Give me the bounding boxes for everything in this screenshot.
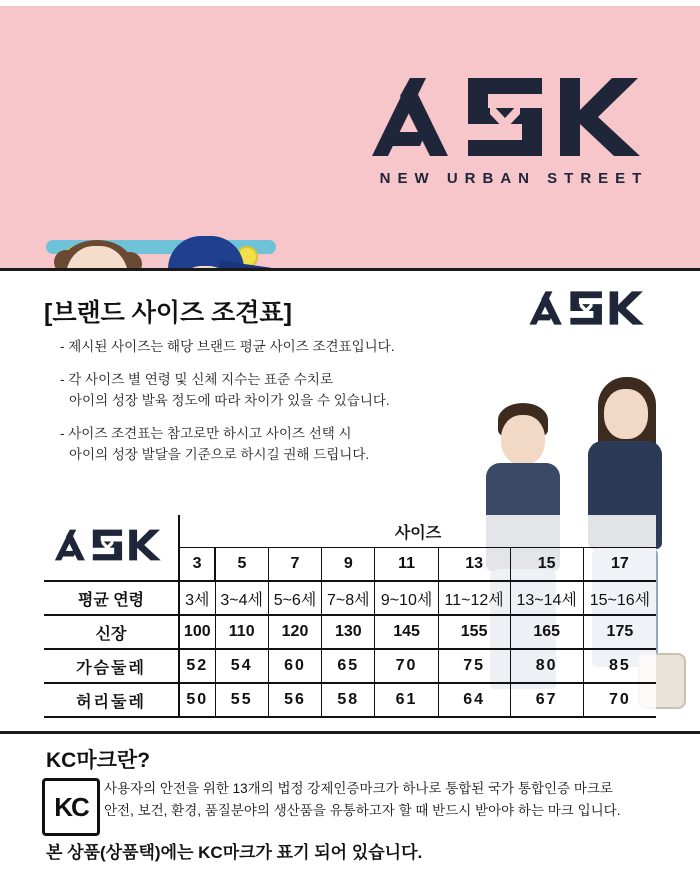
waist-7: 67 bbox=[510, 683, 583, 717]
ask-logo-table-icon bbox=[51, 528, 171, 562]
kc-body-line-2: 안전, 보건, 환경, 품질분야의 생산품을 유통하고자 할 때 반드시 받아야 하는 마크 입니다. bbox=[104, 802, 621, 818]
size-col-4: 9 bbox=[322, 548, 375, 582]
hero-tagline: NEW URBAN STREET bbox=[379, 170, 649, 187]
ask-logo-small-icon bbox=[526, 289, 654, 327]
hero-brand-logo bbox=[364, 74, 664, 187]
kc-mark-section bbox=[0, 734, 700, 871]
size-col-1: 3 bbox=[179, 548, 215, 582]
chest-5: 70 bbox=[375, 649, 438, 683]
size-notes bbox=[60, 337, 520, 478]
row-label-chest: 가슴둘레 bbox=[44, 649, 179, 683]
waist-6: 64 bbox=[438, 683, 510, 717]
size-note-1 bbox=[60, 337, 520, 358]
size-col-5: 11 bbox=[375, 548, 438, 582]
age-6: 11~12세 bbox=[438, 581, 510, 615]
row-label-waist: 허리둘레 bbox=[44, 683, 179, 717]
size-table bbox=[44, 515, 656, 718]
height-2: 110 bbox=[215, 615, 268, 649]
teen-girl-head bbox=[604, 389, 648, 439]
chest-2: 54 bbox=[215, 649, 268, 683]
size-chart-title: [브랜드 사이즈 조견표] bbox=[44, 299, 292, 327]
kids-photo bbox=[28, 4, 348, 268]
size-note-1-line1: - 제시된 사이즈는 해당 브랜드 평균 사이즈 조견표입니다. bbox=[60, 339, 395, 354]
chest-4: 65 bbox=[322, 649, 375, 683]
table-sizes-header: 사이즈 bbox=[179, 515, 656, 548]
size-col-3: 7 bbox=[268, 548, 321, 582]
kc-body-line-1: 사용자의 안전을 위한 13개의 법정 강제인증마크가 하나로 통합된 국가 통합인증 마크로 bbox=[104, 781, 613, 796]
table-row-sizes-header bbox=[44, 515, 656, 548]
size-note-3 bbox=[60, 424, 520, 466]
kc-note: 본 상품(상품택)에는 KC마크가 표기 되어 있습니다. bbox=[46, 843, 423, 862]
size-col-2: 5 bbox=[215, 548, 268, 582]
chest-7: 80 bbox=[510, 649, 583, 683]
size-note-2-line2: 아이의 성장 발육 정도에 따라 차이가 있을 수 있습니다. bbox=[69, 392, 390, 408]
chest-1: 52 bbox=[179, 649, 215, 683]
age-2: 3~4세 bbox=[215, 581, 268, 615]
waist-8: 70 bbox=[583, 683, 656, 717]
height-3: 120 bbox=[268, 615, 321, 649]
size-note-3-line2: 아이의 성장 발달을 기준으로 하시길 권해 드립니다. bbox=[69, 446, 370, 462]
age-5: 9~10세 bbox=[375, 581, 438, 615]
waist-4: 58 bbox=[322, 683, 375, 717]
waist-2: 55 bbox=[215, 683, 268, 717]
age-3: 5~6세 bbox=[268, 581, 321, 615]
height-8: 175 bbox=[583, 615, 656, 649]
age-1: 3세 bbox=[179, 581, 215, 615]
waist-3: 56 bbox=[268, 683, 321, 717]
table-logo-cell bbox=[44, 515, 179, 581]
chest-3: 60 bbox=[268, 649, 321, 683]
table-row bbox=[44, 649, 656, 683]
waist-5: 61 bbox=[375, 683, 438, 717]
size-chart-section bbox=[0, 271, 700, 734]
height-6: 155 bbox=[438, 615, 510, 649]
size-note-2 bbox=[60, 370, 520, 412]
row-label-age: 평균 연령 bbox=[44, 581, 179, 615]
size-note-3-line1: - 사이즈 조견표는 참고로만 하시고 사이즈 선택 시 bbox=[60, 425, 352, 441]
section-brand-logo bbox=[526, 289, 654, 332]
age-7: 13~14세 bbox=[510, 581, 583, 615]
table-row bbox=[44, 615, 656, 649]
chest-6: 75 bbox=[438, 649, 510, 683]
kc-title: KC마크란? bbox=[46, 749, 151, 772]
size-col-8: 17 bbox=[583, 548, 656, 582]
height-5: 145 bbox=[375, 615, 438, 649]
height-4: 130 bbox=[322, 615, 375, 649]
table-row bbox=[44, 683, 656, 717]
size-table-wrapper bbox=[44, 515, 656, 718]
age-4: 7~8세 bbox=[322, 581, 375, 615]
chest-8: 85 bbox=[583, 649, 656, 683]
row-label-height: 신장 bbox=[44, 615, 179, 649]
height-1: 100 bbox=[179, 615, 215, 649]
height-7: 165 bbox=[510, 615, 583, 649]
size-note-2-line1: - 각 사이즈 별 연령 및 신체 지수는 표준 수치로 bbox=[60, 371, 333, 387]
ask-logo-icon bbox=[364, 74, 664, 160]
table-row bbox=[44, 581, 656, 615]
age-8: 15~16세 bbox=[583, 581, 656, 615]
size-col-7: 15 bbox=[510, 548, 583, 582]
size-col-6: 13 bbox=[438, 548, 510, 582]
hero-banner bbox=[0, 0, 700, 271]
kc-mark-icon: KC bbox=[42, 778, 100, 836]
waist-1: 50 bbox=[179, 683, 215, 717]
kc-body bbox=[104, 778, 666, 821]
